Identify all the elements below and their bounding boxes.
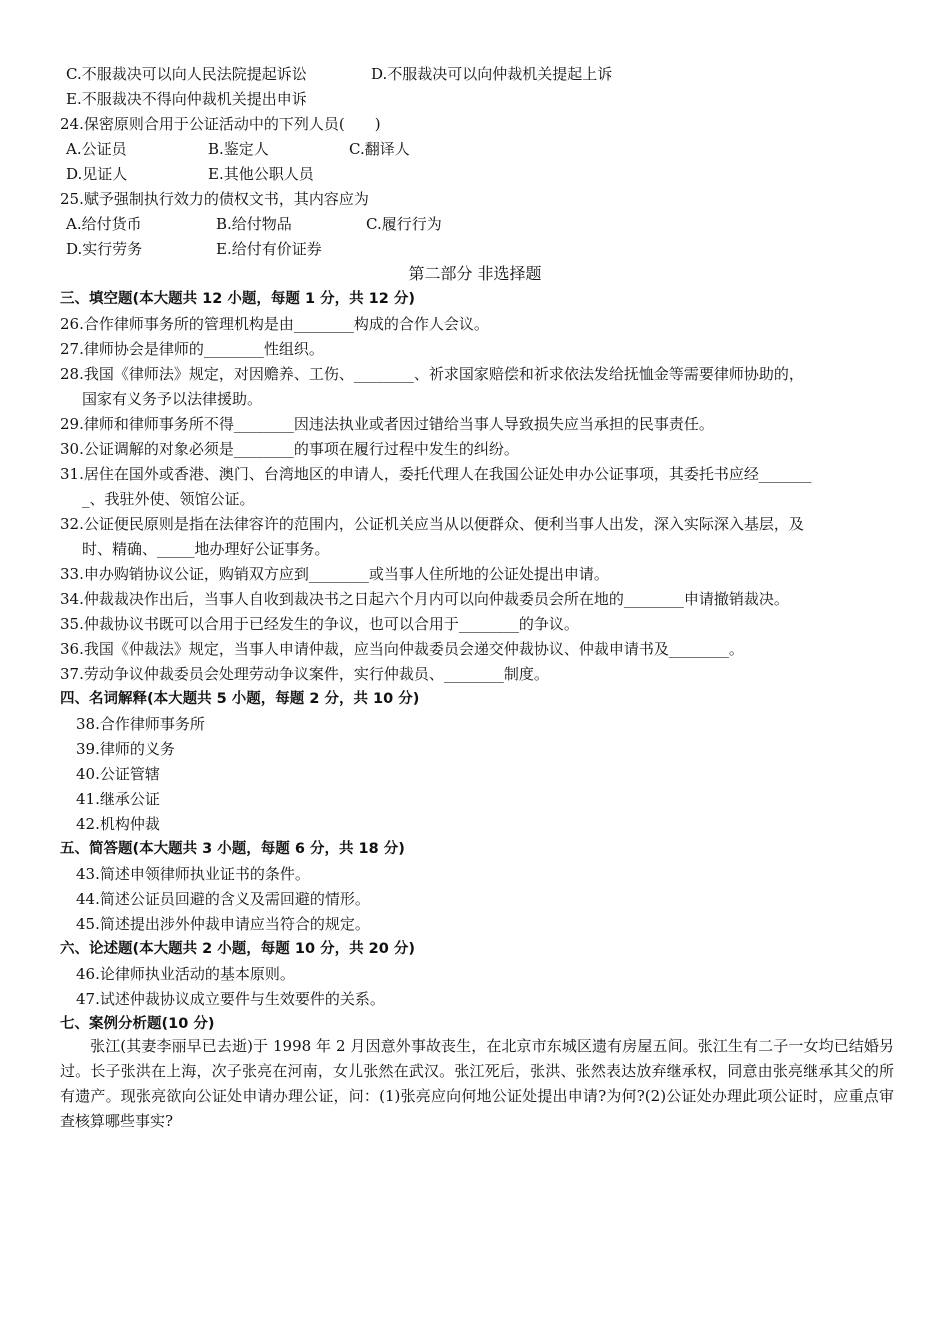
section-7-heading: 七、案例分析题(10 分) xyxy=(60,1016,215,1032)
section-5-heading: 五、简答题(本大题共 3 小题，每题 6 分，共 18 分) xyxy=(60,841,405,857)
choice-option: E.不服裁决不得向仲裁机关提出申诉 xyxy=(66,90,307,108)
choice-option: C.翻译人 xyxy=(349,140,410,158)
choice-line xyxy=(66,238,322,260)
section-4-heading: 四、名词解释(本大题共 5 小题，每题 2 分，共 10 分) xyxy=(60,691,420,707)
question-41: 41.继承公证 xyxy=(76,790,160,808)
fill-in-line: 32.公证便民原则是指在法律容许的范围内，公证机关应当从以便群众、便利当事人出发，深入实际深入基层，及 xyxy=(60,515,804,533)
choice-option: D.见证人 xyxy=(66,165,128,183)
part-two-title: 第二部分 非选择题 xyxy=(408,264,542,283)
choice-option: D.实行劳务 xyxy=(66,240,143,258)
fill-in-line: 30.公证调解的对象必须是________的事项在履行过程中发生的纠纷。 xyxy=(60,440,519,458)
choice-line xyxy=(60,113,381,135)
choice-option: E.给付有价证券 xyxy=(216,240,322,258)
fill-in-line: 29.律师和律师事务所不得________因违法执业或者因过错给当事人导致损失应当承担的民事责任。 xyxy=(60,415,714,433)
fill-in-line: 35.仲裁协议书既可以合用于已经发生的争议，也可以合用于________的争议。 xyxy=(60,615,579,633)
fill-in-line: 26.合作律师事务所的管理机构是由________构成的合作人会议。 xyxy=(60,315,489,333)
question-40: 40.公证管辖 xyxy=(76,765,160,783)
section-6-heading: 六、论述题(本大题共 2 小题，每题 10 分，共 20 分) xyxy=(60,941,415,957)
section-3-heading: 三、填空题(本大题共 12 小题，每题 1 分，共 12 分) xyxy=(60,291,415,307)
choice-line xyxy=(66,163,314,185)
fill-in-line: 36.我国《仲裁法》规定，当事人申请仲裁，应当向仲裁委员会递交仲裁协议、仲裁申请书及________。 xyxy=(60,640,744,658)
fill-in-line: 国家有义务予以法律援助。 xyxy=(82,390,263,408)
question-38: 38.合作律师事务所 xyxy=(76,715,205,733)
fill-in-line: _、我驻外使、领馆公证。 xyxy=(82,490,255,508)
choice-option: D.不服裁决可以向仲裁机关提起上诉 xyxy=(371,65,613,83)
case-paragraph xyxy=(60,1034,894,1134)
choice-option: B.鉴定人 xyxy=(208,140,269,158)
fill-in-line: 28.我国《律师法》规定，对因赡养、工伤、________、祈求国家赔偿和祈求依法发给抚恤金等需要律师协助的， xyxy=(60,365,804,383)
choice-option: E.其他公职人员 xyxy=(208,165,314,183)
choice-option: C.不服裁决可以向人民法院提起诉讼 xyxy=(66,65,307,83)
question-45: 45.简述提出涉外仲裁申请应当符合的规定。 xyxy=(76,915,370,933)
choice-option: A.给付货币 xyxy=(66,215,142,233)
question-47: 47.试述仲裁协议成立要件与生效要件的关系。 xyxy=(76,990,385,1008)
fill-in-line: 37.劳动争议仲裁委员会处理劳动争议案件，实行仲裁员、________制度。 xyxy=(60,665,549,683)
fill-in-line: 33.申办购销协议公证，购销双方应到________或当事人住所地的公证处提出申请。 xyxy=(60,565,609,583)
choice-option: 24.保密原则合用于公证活动中的下列人员( ) xyxy=(60,115,381,133)
choice-option: C.履行行为 xyxy=(366,215,442,233)
question-46: 46.论律师执业活动的基本原则。 xyxy=(76,965,295,983)
case-text: 张江(其妻李丽早已去逝)于 1998 年 2 月因意外事故丧生，在北京市东城区遗有房屋五间。张江生有二子一女均已结婚另过。长子张洪在上海，次子张亮在河南，女儿张然在武汉。张江死后，张洪、张然表达放弃继承权，同意由张亮继承其父的所有遗产。现张亮欲向公证处申请办理公证，问：(1)张亮应向何地公证处提出申请?为何?(2)公证处办理此项公证时，应重点审查核算哪些事实? xyxy=(60,1037,894,1130)
choice-option: B.给付物品 xyxy=(216,215,292,233)
fill-in-line: 时、精确、_____地办理好公证事务。 xyxy=(82,540,330,558)
question-44: 44.简述公证员回避的含义及需回避的情形。 xyxy=(76,890,370,908)
choice-line xyxy=(66,213,442,235)
choice-line xyxy=(66,63,612,85)
choice-line xyxy=(66,88,307,110)
question-42: 42.机构仲裁 xyxy=(76,815,160,833)
choice-option: A.公证员 xyxy=(66,140,127,158)
choice-option: 25.赋予强制执行效力的债权文书，其内容应为 xyxy=(60,190,369,208)
choice-line xyxy=(66,138,410,160)
fill-in-line: 31.居住在国外或香港、澳门、台湾地区的申请人，委托代理人在我国公证处申办公证事项，其委托书应经_______ xyxy=(60,465,812,483)
fill-in-line: 34.仲裁裁决作出后，当事人自收到裁决书之日起六个月内可以向仲裁委员会所在地的________申请撤销裁决。 xyxy=(60,590,789,608)
choice-line xyxy=(60,188,369,210)
question-39: 39.律师的义务 xyxy=(76,740,175,758)
fill-in-line: 27.律师协会是律师的________性组织。 xyxy=(60,340,324,358)
question-43: 43.简述申领律师执业证书的条件。 xyxy=(76,865,310,883)
